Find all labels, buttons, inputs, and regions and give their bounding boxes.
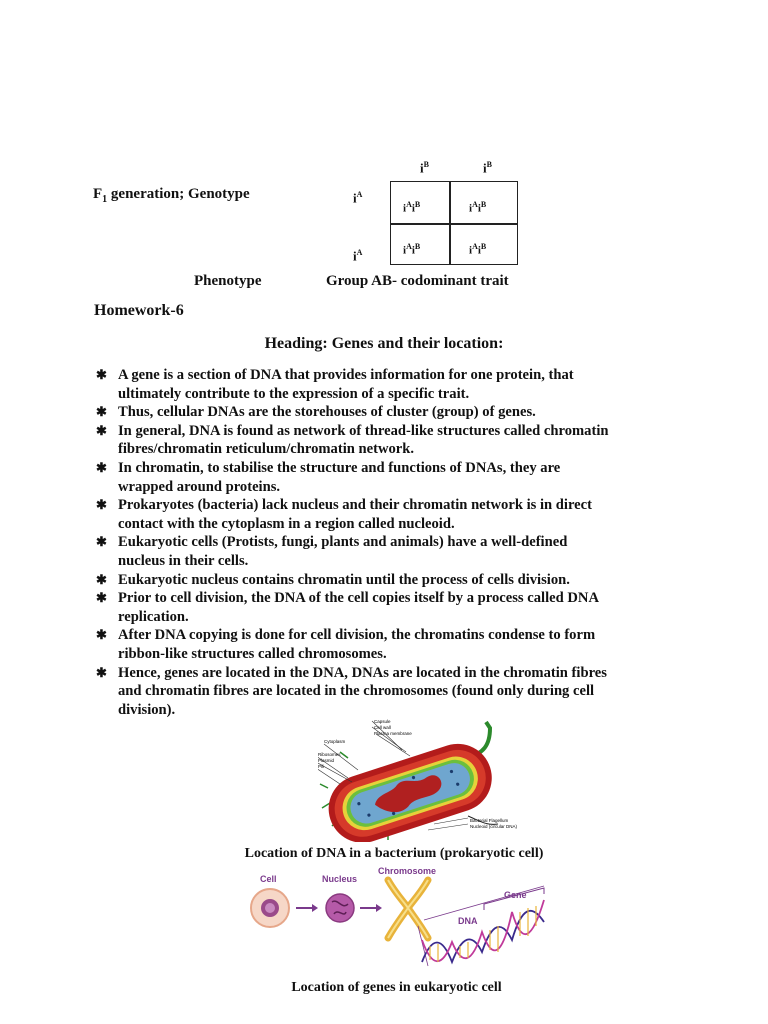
bacterium-diagram [318,718,518,842]
arrow-icon [376,904,382,912]
bullet-item [96,589,696,626]
bullet-star-icon: ✱ [96,497,107,513]
bullet-item [96,459,696,496]
bullet-line: ultimately contribute to the expression of a specific trait. [118,385,470,402]
bullet-item [96,366,696,403]
row-allele-2: $i^A$ [353,248,363,264]
bullet-item [96,533,696,570]
label-nucleoid: Nucleoid (circular DNA) [470,824,518,829]
bullet-line: division). [118,701,176,718]
section-heading [0,335,768,353]
label-gene: Gene [504,890,527,900]
bullet-star-icon: ✱ [96,571,107,587]
arrow-icon [312,904,318,912]
bullet-star-icon: ✱ [96,664,107,680]
bullet-line: contact with the cytoplasm in a region called nucleoid. [118,515,455,532]
section-heading-text: Heading: Genes and their location: [264,335,504,352]
column-allele-1: $i^B$ [420,160,429,176]
bullet-line: A gene is a section of DNA that provides information for one protein, that [118,367,574,383]
label-pili: Pili [318,764,325,769]
bullet-line: Prior to cell division, the DNA of the cell copies itself by a process called DNA [118,590,599,607]
figure2-caption: Location of genes in eukaryotic cell [291,980,502,995]
punnett-cell: $i^Ai^B$ [403,200,421,215]
label-plasma-membrane: Plasma membrane [374,731,412,736]
label-nucleus: Nucleus [322,874,358,884]
bullet-line: Eukaryotic cells (Protists, fungi, plants and animals) have a well-defined [118,534,568,551]
bullet-item [96,422,696,459]
punnett-cell: $i^Ai^B$ [469,242,487,257]
label-dna: DNA [458,916,478,926]
bullet-line: fibres/chromatin reticulum/chromatin network. [118,441,415,458]
bullet-item [96,496,696,533]
bullet-list [96,366,696,719]
bullet-item [96,664,696,720]
bullet-line: wrapped around proteins. [118,478,281,495]
bullet-star-icon: ✱ [96,590,107,606]
bullet-star-icon: ✱ [96,534,107,550]
label-cell-wall: Cell wall [374,725,391,730]
bullet-line: replication. [118,608,189,625]
punnett-cell: $i^Ai^B$ [403,242,421,257]
bullet-item [96,626,696,663]
punnett-square [390,181,518,265]
bullet-line: After DNA copying is done for cell division, the chromatins condense to form [118,627,596,644]
bullet-line: Prokaryotes (bacteria) lack nucleus and their chromatin network is in direct [118,497,592,514]
nucleus-shape [326,894,354,922]
label-cytoplasm: Cytoplasm [324,739,346,744]
homework-title: Homework-6 [94,302,184,319]
label-ribosomes: Ribosomes [318,752,341,757]
bullet-star-icon: ✱ [96,422,107,438]
bullet-line: and chromatin fibres are located in the chromosomes (found only during cell [118,683,595,700]
dna-helix-shape [422,900,544,962]
bullet-line: Hence, genes are located in the DNA, DNAs are located in the chromatin fibres [118,664,607,681]
label-flagellum: Bacterial Flagellum [470,818,509,823]
row-allele-1: $i^A$ [353,190,363,206]
phenotype-label: Phenotype [194,273,262,289]
eukaryotic-gene-diagram [246,866,556,976]
bullet-star-icon: ✱ [96,459,107,475]
bullet-star-icon: ✱ [96,627,107,643]
bullet-line: nucleus in their cells. [118,552,249,569]
label-chromosome: Chromosome [378,866,437,876]
figure1-caption: Location of DNA in a bacterium (prokaryotic cell) [244,846,544,861]
label-plasmid: Plasmid [318,758,335,763]
column-allele-2: $i^B$ [483,160,492,176]
bullet-line: Thus, cellular DNAs are the storehouses of cluster (group) of genes. [118,404,536,421]
f1-generation-label: $F_1$ generation; Genotype [93,186,250,205]
chromosome-shape [388,880,428,938]
bullet-star-icon: ✱ [96,404,107,420]
phenotype-value: Group AB- codominant trait [326,273,509,289]
bullet-item [96,571,696,590]
bullet-item [96,403,696,422]
bullet-line: In chromatin, to stabilise the structure and functions of DNAs, they are [118,459,561,476]
bullet-line: Eukaryotic nucleus contains chromatin until the process of cells division. [118,571,570,588]
bullet-star-icon: ✱ [96,367,107,382]
label-cell: Cell [260,874,277,884]
label-capsule: Capsule [374,719,391,724]
bullet-line: ribbon-like structures called chromosomes. [118,645,387,662]
bullet-line: In general, DNA is found as network of thread-like structures called chromatin [118,422,609,439]
punnett-cell: $i^Ai^B$ [469,200,487,215]
